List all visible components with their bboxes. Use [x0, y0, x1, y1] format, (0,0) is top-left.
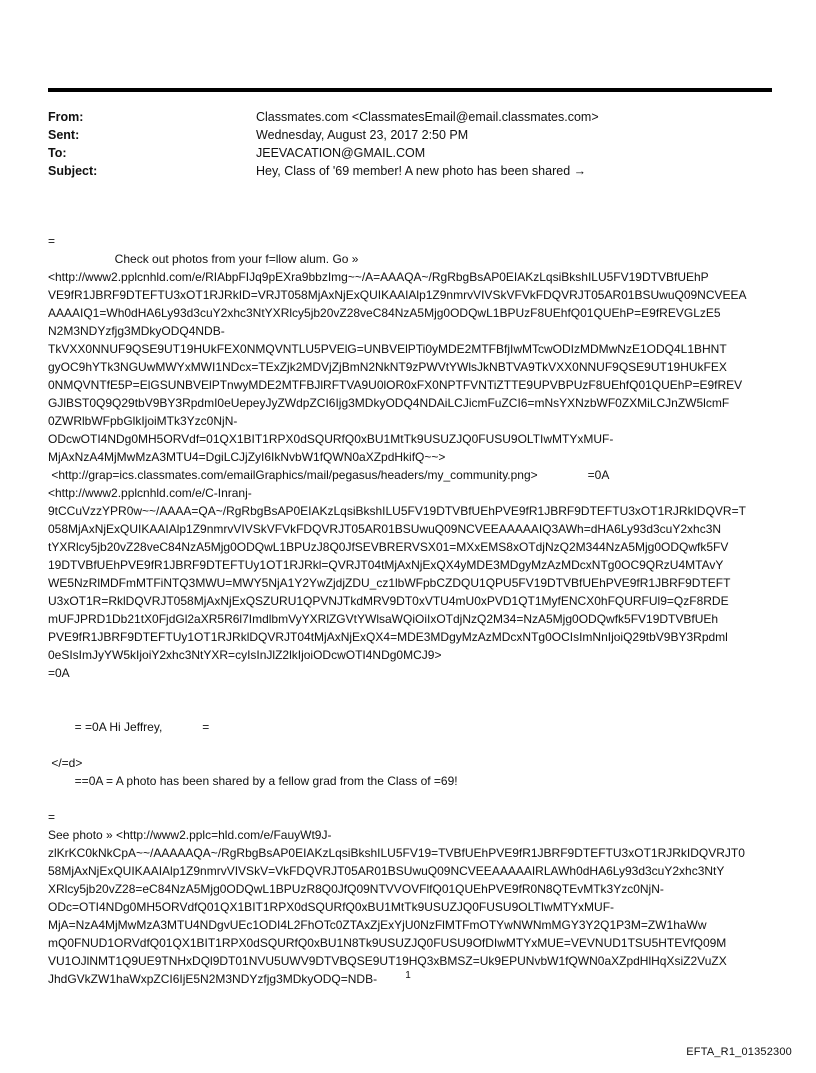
to-row: [48, 144, 768, 162]
body-line: 0eSIsImJyYW5kIjoiY2xhc3NtYXR=cyIsInJlZ2lkIjoiODcwOTI4NDg0MCJ9>: [48, 648, 442, 662]
body-line: TkVXX0NNUF9QSE9UT19HUkFEX0NMQVNTLU5PVElG=UNBVElPTi0yMDE2MTFBfjIwMTcwODIzMDMwNzE1ODQ4L1BHNT: [48, 342, 727, 356]
body-line: mUFJPRD1Db21tX0FjdGl2aXR5R6l7ImdlbmVyYXRlZGVtYWlsaWQiOiIxOTdjNzQ2M34=NzA5Mjg0ODQwfk5FV19DTVBfUEh: [48, 612, 719, 626]
body-line: <http://www2.pplcnhld.com/e/C-Inranj-: [48, 486, 252, 500]
body-line: =0A: [48, 666, 70, 680]
subject-value: Hey, Class of '69 member! A new photo has been shared →: [256, 164, 587, 178]
body-line: MjA=NzA4MjMwMzA3MTU4NDgvUEc1ODI4L2FhOTc0ZTAxZjExYjU0NzFlMTFmOTYwNWNmMGY3Y2Q1P3M=ZW1haWw: [48, 918, 707, 932]
body-line: MjAxNzA4MjMwMzA3MTU4=DgiLCJjZyI6IkNvbW1fQWN0aXZpdHkifQ~~>: [48, 450, 446, 464]
body-line: =: [48, 234, 56, 248]
body-line: N2M3NDYzfjg3MDkyODQ4NDB-: [48, 324, 225, 338]
body-line: tYXRlcy5jb20vZ28veC84NzA5Mjg0ODQwL1BPUzJ8Q0JfSEVBRERVSX01=MXxEMS8xOTdjNzQ2M344NzA5Mjg0ODQwfk5FV: [48, 540, 729, 554]
subject-row: [48, 162, 768, 180]
body-line: ==0A = A photo has been shared by a fellow grad from the Class of =69!: [48, 774, 458, 788]
body-line: GJlBST0Q9Q29tbV9BY3RpdmI0eUepeyJyZWdpZCI6Ijg3MDkyODQ4NDAiLCJicmFuZCI6=mNsYXNzbWF0ZXMiLCJnZW5lcmF: [48, 396, 730, 410]
body-line: [48, 682, 772, 700]
sent-row: [48, 126, 768, 144]
body-line: 058MjAxNjExQUIKAAIAlp1Z9nmrvVIVSkVFVkFDQVRJT05AR01BSUwuQ09NCVEEAAAAAIQ3AWh=dHA6Ly93d3cuY2xhc3N: [48, 522, 722, 536]
body-line: JhdGVkZW1haWxpZCI6IjE5N2M3NDYzfjg3MDkyODQ=NDB-: [48, 972, 378, 986]
body-line: = =0A Hi Jeffrey, =: [48, 720, 210, 734]
body-line: 0NMQVNTfE5P=ElGSUNBVElPTnwyMDE2MTFBJlRFTVA9U0lOR0xFX0NPTFVNTiZTTE9UPVBPUzF8UEhfQ01QUEhP=E9fREV: [48, 378, 743, 392]
body-line: 0ZWRlbWFpbGlkIjoiMTk3Yzc0NjN-: [48, 414, 238, 428]
body-line: See photo » <http://www2.pplc=hld.com/e/FauyWt9J-: [48, 828, 332, 842]
body-line: [48, 790, 772, 808]
body-line: 19DTVBfUEhPVE9fR1JBRF9DTEFTUy1OT1RJRkl=QVRJT04tMjAxNjExQX4yMDE3MDgyMzAzMDcxNTg0OC9QRzU4MTAvY: [48, 558, 724, 572]
body-line: <http://www2.pplcnhld.com/e/RIAbpFIJq9pEXra9bbzImg~~/A=AAAQA~/RgRbgBsAP0EIAKzLqsiBkshILU5FV19DTVBfUEhP: [48, 270, 709, 284]
body-line: </=d>: [48, 756, 83, 770]
sent-label: Sent:: [48, 128, 80, 142]
header-rule: [48, 88, 772, 92]
bates-number: EFTA_R1_01352300: [686, 1046, 792, 1058]
body-line: AAAAIQ1=Wh0dHA6Ly93d3cuY2xhc3NtYXRlcy5jb20vZ28veC84NzA5Mjg0ODQwL1BPUzF8UEhfQ01QUEhP=E9fREVGLzE5: [48, 306, 721, 320]
body-line: WE5NzRlMDFmMTFiNTQ3MWU=MWY5NjA1Y2YwZjdjZDU_cz1lbWFpbCZDQU1QPU5FV19DTVBfUEhPVE9fR1JBRF9DTEFT: [48, 576, 731, 590]
from-value: Classmates.com <ClassmatesEmail@email.classmates.com>: [256, 110, 599, 124]
body-line: <http://grap=ics.classmates.com/emailGraphics/mail/pegasus/headers/my_community.png> =0A: [48, 468, 610, 482]
subject-label: Subject:: [48, 164, 98, 178]
body-line: Check out photos from your f=llow alum. Go »: [48, 252, 359, 266]
body-line: zlKrKC0kNkCpA~~/AAAAAQA~/RgRbgBsAP0EIAKzLqsiBkshILU5FV19=TVBfUEhPVE9fR1JBRF9DTEFTU3xOT1RJRkIDQVRJT0: [48, 846, 745, 860]
to-label: To:: [48, 146, 67, 160]
body-line: ODcwOTI4NDg0MH5ORVdf=01QX1BIT1RPX0dSQURfQ0xBU1MtTk9USUZJQ0FUSU9OLTIwMTYxMUF-: [48, 432, 614, 446]
body-line: U3xOT1R=RklDQVRJT058MjAxNjExQSZURU1QPVNJTkdMRV9DT0xVTU4mU0xPVD1QT1MyfENCX0hFQURFUl9=QzF8RDE: [48, 594, 729, 608]
body-line: XRlcy5jb20vZ28=eC84NzA5Mjg0ODQwL1BPUzR8Q0JfQ09NTVVOVFlfQ01QUEhPVE9fR0N8QTEvMTk3Yzc0NjN-: [48, 882, 664, 896]
body-line: PVE9fR1JBRF9DTEFTUy1OT1RJRklDQVRJT04tMjAxNjExQX4=MDE3MDgyMzAzMDcxNTg0OCIsImNnIjoiQ29tbV9BY3Rpdml: [48, 630, 728, 644]
page-number: 1: [405, 970, 411, 981]
body-line: [48, 736, 772, 754]
body-line: mQ0FNUD1ORVdfQ01QX1BIT1RPX0dSQURfQ0xBU1N8Tk9USUZJQ0FUSU9OfDIwMTYxMUE=VEVNUD1TSU5HTEVfQ09M: [48, 936, 727, 950]
email-header: [48, 108, 768, 180]
sent-value: Wednesday, August 23, 2017 2:50 PM: [256, 128, 469, 142]
body-line: [48, 700, 772, 718]
email-body: [48, 232, 772, 988]
body-line: 58MjAxNjExQUIKAAIAlp1Z9nmrvVIVSkV=VkFDQVRJT05AR01BSUwuQ09NCVEEAAAAAIRLAWh0dHA6Ly93d3cuY2xhc3NtY: [48, 864, 725, 878]
body-line: 9tCCuVzzYPR0w~~/AAAA=QA~/RgRbgBsAP0EIAKzLqsiBkshILU5FV19DTVBfUEhPVE9fR1JBRF9DTEFTU3xOT1RJRkIDQVR=T: [48, 504, 746, 518]
body-line: VE9fR1JBRF9DTEFTU3xOT1RJRkID=VRJT058MjAxNjExQUIKAAIAlp1Z9nmrvVIVSkVFVkFDQVRJT05AR01BSUwuQ09NCVEEA: [48, 288, 747, 302]
body-line: gyOC9hYTk3NGUwMWYxMWI1NDcx=TExZjk2MDVjZjBmN2NkNT9zPWVtYWlsJkNBTVA9TkVXX0NNUF9QSE9UT19HUkFEX: [48, 360, 727, 374]
from-row: [48, 108, 768, 126]
from-label: From:: [48, 110, 84, 124]
to-value: JEEVACATION@GMAIL.COM: [256, 146, 426, 160]
body-line: =: [48, 810, 56, 824]
body-line: ODc=OTI4NDg0MH5ORVdfQ01QX1BIT1RPX0dSQURfQ0xBU1MtTk9USUZJQ0FUSU9OLTIwMTYxMUF-: [48, 900, 615, 914]
body-line: VU1OJlNMT1Q9UE9TNHxDQl9DT01NVU5UWV9DTVBQSE9UT19HQ3xBMSZ=Uk9EPUNvbW1fQWN0aXZpdHlHqXsiZ2VuZX: [48, 954, 727, 968]
